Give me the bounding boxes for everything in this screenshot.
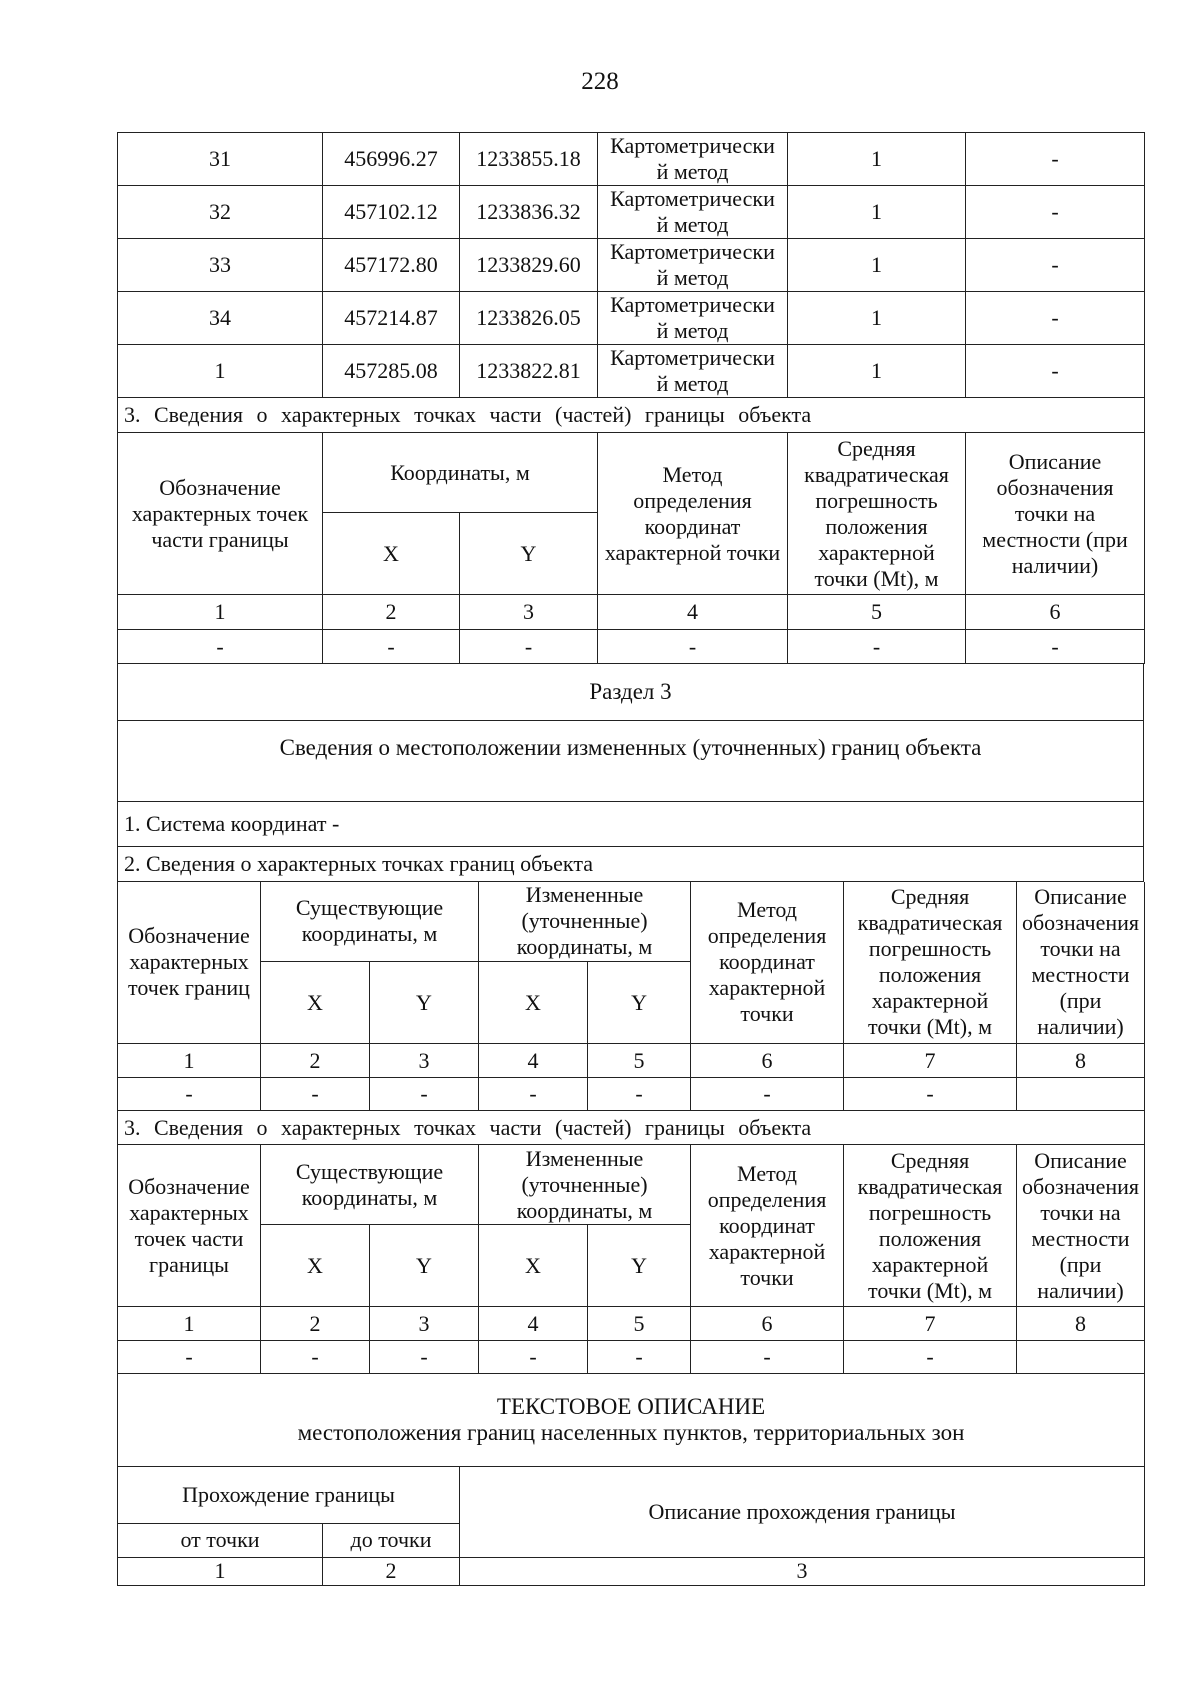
num-cell: 3 — [370, 1044, 479, 1078]
col-changed: Измененные (уточненные) координаты, м — [479, 1145, 691, 1225]
empty-cell — [1017, 1078, 1145, 1111]
num-cell: 8 — [1017, 1307, 1145, 1341]
accuracy: 1 — [788, 133, 966, 186]
col-designation: Обозначение характерных точек границ — [118, 882, 261, 1044]
empty-cell: - — [118, 1078, 261, 1111]
method — [598, 133, 788, 186]
num-cell: 4 — [479, 1044, 588, 1078]
empty-cell: - — [691, 1078, 844, 1111]
col-to: до точки — [323, 1523, 460, 1557]
col-designation: Обозначение характерных точек части границы — [118, 1145, 261, 1307]
section3-title-table — [117, 664, 1144, 882]
col-y: Y — [588, 1225, 691, 1307]
num-cell: 6 — [966, 595, 1145, 630]
method-line: й метод — [656, 318, 729, 343]
num-cell: 7 — [844, 1307, 1017, 1341]
num-cell: 3 — [460, 595, 598, 630]
empty-cell: - — [788, 630, 966, 664]
table-row — [118, 292, 1145, 345]
num-cell: 4 — [479, 1307, 588, 1341]
col-x: X — [479, 1225, 588, 1307]
col-y: Y — [588, 962, 691, 1044]
empty-cell: - — [118, 1341, 261, 1374]
num-cell: 3 — [460, 1557, 1145, 1585]
method-line: Картометрически — [610, 186, 775, 211]
num-cell: 2 — [261, 1044, 370, 1078]
section-subtitle: Сведения о местоположении измененных (уточненных) границ объекта — [118, 720, 1144, 801]
empty-cell: - — [598, 630, 788, 664]
empty-cell: - — [691, 1341, 844, 1374]
col-method: Метод определения координат характерной точки — [691, 882, 844, 1044]
coord-y: 1233836.32 — [460, 186, 598, 239]
col-description: Описание обозначения точки на местности (при наличии) — [1017, 1145, 1145, 1307]
col-x: X — [261, 962, 370, 1044]
col-x: X — [323, 513, 460, 595]
num-cell: 5 — [788, 595, 966, 630]
num-cell: 1 — [118, 1307, 261, 1341]
method-line: й метод — [656, 371, 729, 396]
empty-cell: - — [479, 1341, 588, 1374]
coord-x: 457102.12 — [323, 186, 460, 239]
col-existing: Существующие координаты, м — [261, 1145, 479, 1225]
text-description-title-row — [118, 1374, 1145, 1466]
empty-cell: - — [844, 1341, 1017, 1374]
empty-cell: - — [118, 630, 323, 664]
method — [598, 345, 788, 398]
num-cell: 1 — [118, 595, 323, 630]
accuracy: 1 — [788, 186, 966, 239]
s3-empty-row — [118, 1078, 1145, 1111]
num-cell: 7 — [844, 1044, 1017, 1078]
s3-header-row-1 — [118, 882, 1145, 962]
col-passage: Прохождение границы — [118, 1466, 460, 1523]
section-title: Раздел 3 — [118, 664, 1144, 720]
empty-cell: - — [261, 1078, 370, 1111]
col-coords: Координаты, м — [323, 433, 598, 513]
table-row — [118, 186, 1145, 239]
col-accuracy: Средняя квадратическая погрешность положения характерной точки (Mt), м — [788, 433, 966, 595]
method-line: Картометрически — [610, 345, 775, 370]
col-y: Y — [460, 513, 598, 595]
col-passage-description: Описание прохождения границы — [460, 1466, 1145, 1557]
method-line: й метод — [656, 265, 729, 290]
method — [598, 292, 788, 345]
num-cell: 4 — [598, 595, 788, 630]
parts-number-row — [118, 595, 1145, 630]
parts-heading-row — [118, 398, 1145, 433]
coord-y: 1233829.60 — [460, 239, 598, 292]
col-x: X — [479, 962, 588, 1044]
col-method: Метод определения координат характерной точки — [598, 433, 788, 595]
num-cell: 3 — [370, 1307, 479, 1341]
col-existing: Существующие координаты, м — [261, 882, 479, 962]
text-description-subtitle: местоположения границ населенных пунктов, территориальных зон — [297, 1419, 965, 1445]
coord-y: 1233826.05 — [460, 292, 598, 345]
table-row — [118, 345, 1145, 398]
empty-cell: - — [588, 1341, 691, 1374]
point-number: 34 — [118, 292, 323, 345]
empty-cell — [1017, 1341, 1145, 1374]
point-number: 33 — [118, 239, 323, 292]
td-header-row-1 — [118, 1466, 1145, 1523]
points-table — [117, 132, 1145, 664]
num-cell: 8 — [1017, 1044, 1145, 1078]
empty-cell: - — [370, 1341, 479, 1374]
s3-parts-heading-row — [118, 1111, 1145, 1145]
coord-y: 1233855.18 — [460, 133, 598, 186]
empty-cell: - — [966, 630, 1145, 664]
point-description: - — [966, 133, 1145, 186]
parts-empty-row — [118, 630, 1145, 664]
point-number: 32 — [118, 186, 323, 239]
method-line: й метод — [656, 212, 729, 237]
coord-x: 457214.87 — [323, 292, 460, 345]
s3-parts-empty-row — [118, 1341, 1145, 1374]
num-cell: 1 — [118, 1557, 323, 1585]
empty-cell: - — [323, 630, 460, 664]
text-description-title: ТЕКСТОВОЕ ОПИСАНИЕ — [496, 1393, 766, 1419]
col-changed: Измененные (уточненные) координаты, м — [479, 882, 691, 962]
point-description: - — [966, 186, 1145, 239]
empty-cell: - — [844, 1078, 1017, 1111]
col-y: Y — [370, 1225, 479, 1307]
empty-cell: - — [588, 1078, 691, 1111]
col-description: Описание обозначения точки на местности (при наличии) — [1017, 882, 1145, 1044]
num-cell: 2 — [323, 1557, 460, 1585]
col-from: от точки — [118, 1523, 323, 1557]
accuracy: 1 — [788, 345, 966, 398]
accuracy: 1 — [788, 292, 966, 345]
method-line: Картометрически — [610, 133, 775, 158]
table-row — [118, 133, 1145, 186]
coord-system: 1. Система координат - — [118, 801, 1144, 846]
col-x: X — [261, 1225, 370, 1307]
empty-cell: - — [460, 630, 598, 664]
method — [598, 186, 788, 239]
text-description-table — [117, 1374, 1145, 1586]
accuracy: 1 — [788, 239, 966, 292]
method-line: Картометрически — [610, 292, 775, 317]
points-heading: 2. Сведения о характерных точках границ объекта — [118, 846, 1144, 881]
table-row — [118, 239, 1145, 292]
num-cell: 2 — [323, 595, 460, 630]
coord-x: 457285.08 — [323, 345, 460, 398]
col-description: Описание обозначения точки на местности (при наличии) — [966, 433, 1145, 595]
point-description: - — [966, 345, 1145, 398]
parts-heading: 3. Сведения о характерных точках части (частей) границы объекта — [118, 1111, 1145, 1145]
point-description: - — [966, 239, 1145, 292]
method-line: й метод — [656, 159, 729, 184]
empty-cell: - — [261, 1341, 370, 1374]
td-number-row — [118, 1557, 1145, 1585]
num-cell: 5 — [588, 1044, 691, 1078]
num-cell: 6 — [691, 1307, 844, 1341]
point-description: - — [966, 292, 1145, 345]
section3-points-table — [117, 882, 1145, 1375]
coord-x: 457172.80 — [323, 239, 460, 292]
empty-cell: - — [370, 1078, 479, 1111]
method-line: Картометрически — [610, 239, 775, 264]
col-accuracy: Средняя квадратическая погрешность положения характерной точки (Mt), м — [844, 1145, 1017, 1307]
coord-y: 1233822.81 — [460, 345, 598, 398]
col-designation: Обозначение характерных точек части границы — [118, 433, 323, 595]
num-cell: 1 — [118, 1044, 261, 1078]
s3-parts-number-row — [118, 1307, 1145, 1341]
document — [117, 132, 1144, 1586]
parts-header-row-1 — [118, 433, 1145, 513]
point-number: 31 — [118, 133, 323, 186]
col-method: Метод определения координат характерной точки — [691, 1145, 844, 1307]
num-cell: 2 — [261, 1307, 370, 1341]
method — [598, 239, 788, 292]
col-y: Y — [370, 962, 479, 1044]
s3-parts-header-row-1 — [118, 1145, 1145, 1225]
point-number: 1 — [118, 345, 323, 398]
page-number: 228 — [581, 68, 619, 95]
empty-cell: - — [479, 1078, 588, 1111]
col-accuracy: Средняя квадратическая погрешность положения характерной точки (Mt), м — [844, 882, 1017, 1044]
s3-number-row — [118, 1044, 1145, 1078]
coord-x: 456996.27 — [323, 133, 460, 186]
parts-heading: 3. Сведения о характерных точках части (частей) границы объекта — [118, 398, 1145, 433]
num-cell: 6 — [691, 1044, 844, 1078]
num-cell: 5 — [588, 1307, 691, 1341]
